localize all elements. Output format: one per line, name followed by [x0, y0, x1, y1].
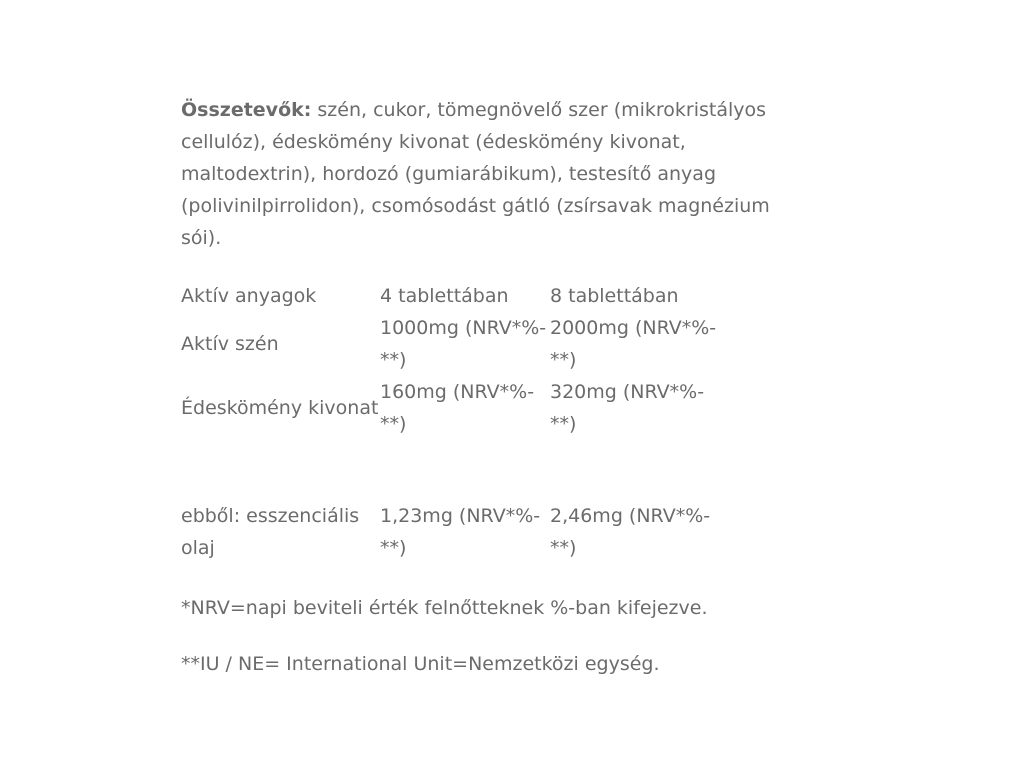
ingredients-label: Összetevők: — [181, 99, 312, 121]
ingredients-text: szén, cukor, tömegnövelő szer (mikrokristályos cellulóz), édeskömény kivonat (édeskömény kivonat, maltodextrin), hordozó (gumiarábikum), testesítő anyag (polivinilpirrolidon), csomósodást gátló (zsírsavak magnézium sói). — [181, 99, 770, 249]
row-value-4: 160mg (NRV*%-**) — [380, 381, 535, 435]
row-value-8: 2000mg (NRV*%-**) — [550, 317, 717, 371]
iu-footnote: **IU / NE= International Unit=Nemzetközi egység. — [181, 653, 660, 675]
ingredients-paragraph — [181, 94, 801, 254]
row-name: Édeskömény kivonat — [181, 397, 379, 419]
nutrition-table — [181, 280, 720, 564]
table-spacer-row — [181, 440, 720, 500]
table-row — [181, 312, 720, 376]
header-8-tablets: 8 tablettában — [550, 285, 679, 307]
row-value-4: 1000mg (NRV*%-**) — [380, 317, 547, 371]
table-row — [181, 376, 720, 440]
row-name: ebből: esszenciális olaj — [181, 505, 360, 559]
table-row — [181, 500, 720, 564]
nrv-footnote: *NRV=napi beviteli érték felnőtteknek %-ban kifejezve. — [181, 597, 708, 619]
table-header-row — [181, 280, 720, 312]
row-value-8: 320mg (NRV*%-**) — [550, 381, 705, 435]
row-value-4: 1,23mg (NRV*%-**) — [380, 505, 541, 559]
header-4-tablets: 4 tablettában — [380, 285, 509, 307]
header-active-substances: Aktív anyagok — [181, 285, 317, 307]
row-name: Aktív szén — [181, 333, 279, 355]
product-description — [181, 94, 801, 680]
row-value-8: 2,46mg (NRV*%-**) — [550, 505, 711, 559]
